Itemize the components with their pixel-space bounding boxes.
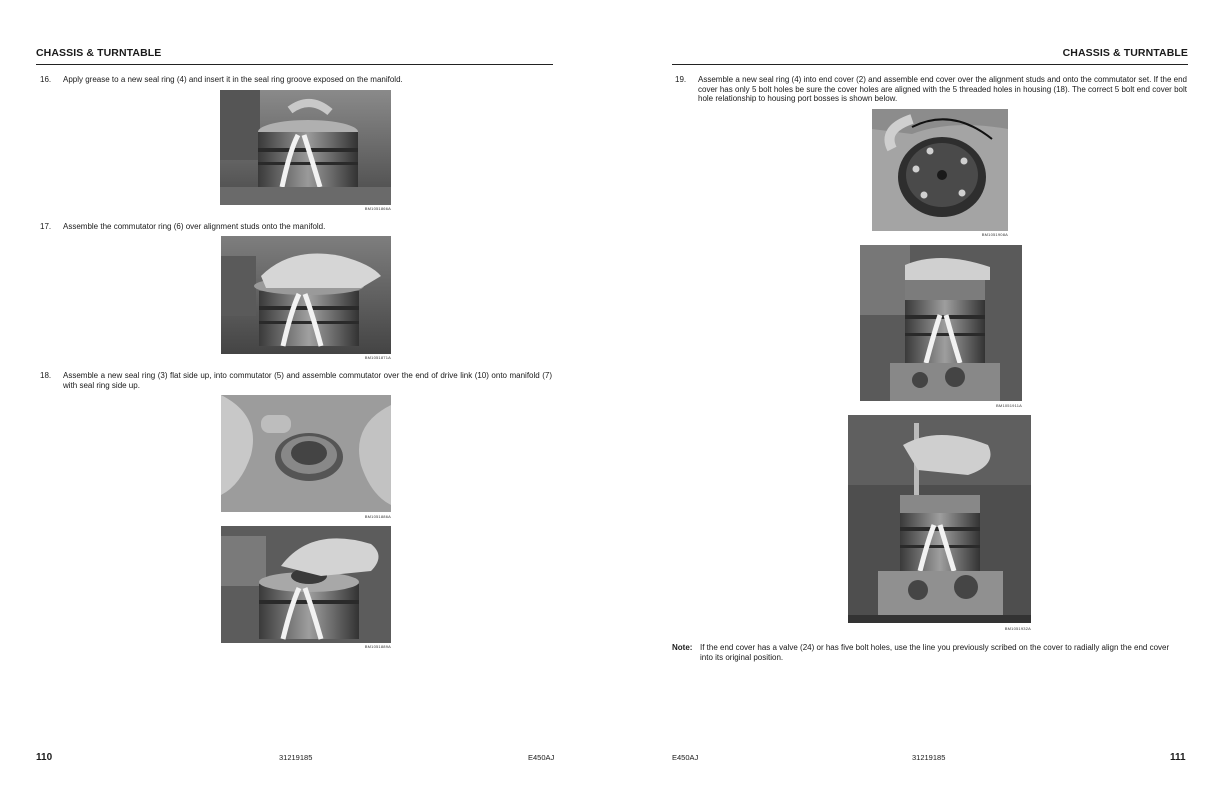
note [672, 643, 1172, 662]
step-number: 17. [40, 222, 52, 231]
photo-end-cover-seal-ring [872, 109, 1008, 231]
page-number: 110 [36, 752, 53, 763]
photo-id: BM1051871A [364, 355, 391, 360]
section-header: CHASSIS & TURNTABLE [36, 47, 553, 65]
section-header: CHASSIS & TURNTABLE [672, 47, 1188, 65]
photo-bolt-installation [848, 415, 1031, 623]
step-18 [40, 371, 552, 390]
photo-id: BM1051886A [364, 514, 391, 519]
step-17 [40, 222, 552, 232]
right-page [612, 0, 1224, 792]
photo-id: BM1051908A [981, 232, 1008, 237]
step-16 [40, 75, 552, 85]
model-name: E450AJ [528, 753, 555, 762]
photo-id: BM1051889A [364, 644, 391, 649]
note-label: Note: [672, 643, 693, 652]
step-text: Assemble the commutator ring (6) over alignment studs onto the manifold. [63, 222, 326, 231]
step-number: 16. [40, 75, 52, 84]
photo-seal-ring-on-manifold [220, 90, 391, 205]
step-text: Apply grease to a new seal ring (4) and insert it in the seal ring groove exposed on the manifold. [63, 75, 403, 84]
step-19 [675, 75, 1187, 104]
photo-end-cover-assembly [860, 245, 1022, 401]
step-number: 18. [40, 371, 52, 380]
photo-id: BM1051866A [364, 206, 391, 211]
step-text: Assemble a new seal ring (3) flat side up, into commutator (5) and assemble commutator over the end of drive link (10) onto manifold (7) with seal ring side up. [63, 371, 552, 390]
photo-commutator-seal-ring [221, 395, 391, 512]
step-text: Assemble a new seal ring (4) into end cover (2) and assemble end cover over the alignment studs and onto the commutator set. If the end cover has only 5 bolt holes be sure the cover holes are aligned with the 5 threaded holes in housing (18). The correct 5 bolt end cover bolt hole relationship to housing port bosses is shown below. [698, 75, 1187, 103]
model-name: E450AJ [672, 753, 699, 762]
photo-id: BM1051932A [1004, 626, 1031, 631]
photo-commutator-on-drive-link [221, 526, 391, 643]
note-text: If the end cover has a valve (24) or has five bolt holes, use the line you previously scribed on the cover to radially align the end cover into its original position. [700, 643, 1170, 662]
photo-id: BM1051911A [996, 403, 1022, 408]
photo-commutator-ring [221, 236, 391, 354]
document-number: 31219185 [912, 753, 946, 762]
page-number: 111 [1170, 752, 1186, 763]
step-number: 19. [675, 75, 687, 84]
document-number: 31219185 [279, 753, 313, 762]
